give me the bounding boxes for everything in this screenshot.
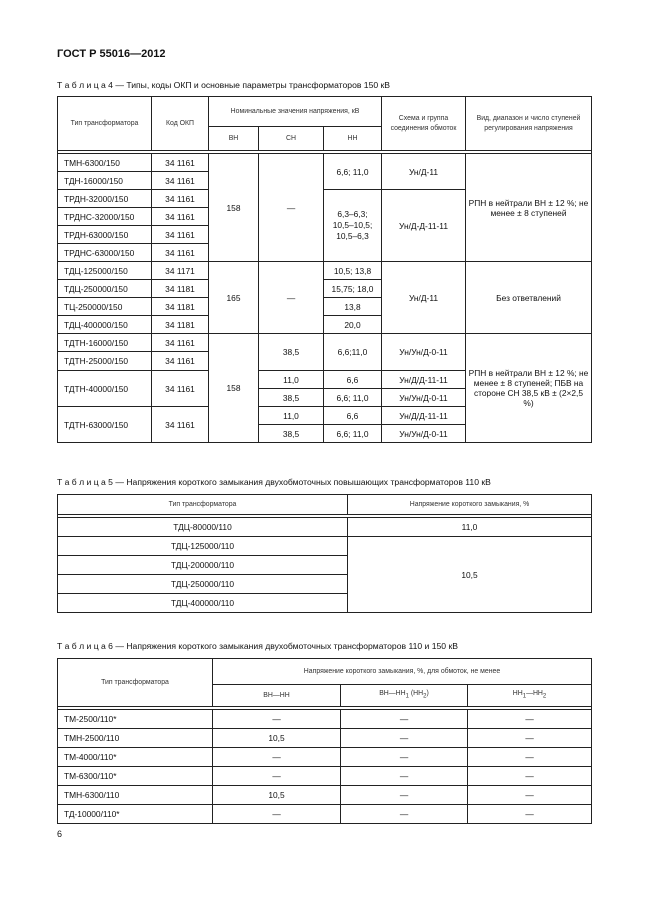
col-header-vn: ВН [209,127,259,151]
table-row [58,729,592,748]
table-row-type: ТДЦ-400000/150 [58,316,152,334]
col-header-sn: СН [259,127,324,151]
cell-sn: — [259,154,324,262]
cell-value: — [341,729,468,748]
cell-nn: 15,75; 18,0 [324,280,382,298]
table-row-type: ТДЦ-400000/110 [58,594,348,613]
col-header-type: Тип трансформатора [58,97,152,151]
cell-value: — [468,748,592,767]
cell-scheme: Ун/Д-11 [382,262,466,334]
table-row-type: ТДЦ-250000/150 [58,280,152,298]
cell-scheme: Ун/Ун/Д-0-11 [382,425,466,443]
table-4 [57,96,592,443]
table-row-type: ТДТН-40000/150 [58,371,152,407]
cell-scheme: Ун/Ун/Д-0-11 [382,389,466,407]
table-row-code: 34 1161 [152,208,209,226]
table-row-type: ТЦ-250000/150 [58,298,152,316]
table-row-type: ТДТН-63000/150 [58,407,152,443]
table-row-type: ТДЦ-125000/110 [58,537,348,556]
col-header-voltage: Номинальные значения напряжения, кВ [209,97,382,127]
cell-value: — [341,767,468,786]
table-row-code: 34 1161 [152,371,209,407]
cell-regulation: РПН в нейтрали ВН ± 12 %; не менее ± 8 ступеней [466,154,592,262]
cell-type: ТМ-2500/110* [58,710,213,729]
cell-value: — [468,729,592,748]
table-5 [57,494,592,613]
table-row-code: 34 1171 [152,262,209,280]
table-6-caption: Т а б л и ц а 6 — Напряжения короткого замыкания двухобмоточных трансформаторов 110 и 150 кВ [57,641,458,651]
cell-nn: 13,8 [324,298,382,316]
cell-type: ТМ-4000/110* [58,748,213,767]
table-row-code: 34 1161 [152,352,209,371]
table-row-type: ТДЦ-250000/110 [58,575,348,594]
document-header: ГОСТ Р 55016—2012 [57,48,166,60]
cell-regulation: РПН в нейтрали ВН ± 12 %; не менее ± 8 ступеней; ПБВ на стороне СН 38,5 кВ ± (2×2,5 %) [466,334,592,443]
cell-nn: 6,6; 11,0 [324,389,382,407]
col-header-regulation: Вид, диапазон и число ступеней регулирования напряжения [466,97,592,151]
cell-nn: 6,3–6,3; 10,5–10,5; 10,5–6,3 [324,190,382,262]
table-row-code: 34 1161 [152,334,209,352]
cell-vn: 158 [209,334,259,443]
table-row [58,805,592,824]
cell-sn: 11,0 [259,371,324,389]
cell-value: — [213,710,341,729]
col-header-nn: НН [324,127,382,151]
cell-value: 10,5 [213,729,341,748]
cell-value: — [341,748,468,767]
table-row-code: 34 1161 [152,226,209,244]
table-row-type: ТДЦ-200000/110 [58,556,348,575]
cell-nn: 20,0 [324,316,382,334]
cell-value: — [213,767,341,786]
cell-value: — [468,786,592,805]
cell-value: — [468,767,592,786]
table-row-type: ТРДН-63000/150 [58,226,152,244]
col-header-voltage: Напряжение короткого замыкания, % [348,495,592,515]
cell-nn: 6,6 [324,371,382,389]
col-header-vn-nn: ВН—НН [213,685,341,707]
table-row-type: ТРДН-32000/150 [58,190,152,208]
cell-scheme: Ун/Д/Д-11-11 [382,407,466,425]
cell-vn: 158 [209,154,259,262]
cell-type: ТМ-6300/110* [58,767,213,786]
table-row-type: ТДН-16000/150 [58,172,152,190]
cell-nn: 6,6; 11,0 [324,154,382,190]
cell-nn: 6,6 [324,407,382,425]
cell-scheme: Ун/Д-Д-11-11 [382,190,466,262]
table-row-code: 34 1181 [152,316,209,334]
table-row [58,748,592,767]
table-row-code: 34 1161 [152,172,209,190]
cell-scheme: Ун/Д/Д-11-11 [382,371,466,389]
cell-regulation: Без ответвлений [466,262,592,334]
table-row [58,767,592,786]
cell-scheme: Ун/Д-11 [382,154,466,190]
table-row-type: ТДТН-16000/150 [58,334,152,352]
col-header-scheme: Схема и группа соединения обмоток [382,97,466,151]
table-row-type: ТРДНС-32000/150 [58,208,152,226]
cell-voltage: 10,5 [348,537,592,613]
cell-value: — [341,786,468,805]
table-row [58,710,592,729]
cell-value: — [468,805,592,824]
table-row-code: 34 1161 [152,154,209,172]
cell-voltage: 11,0 [348,518,592,537]
table-row-type: ТДЦ-125000/150 [58,262,152,280]
cell-value: — [213,805,341,824]
col-header-vn-nn1: $ВН—НН_1$ $(НН_2)$ [341,685,468,707]
cell-scheme: Ун/Ун/Д-0-11 [382,334,466,371]
table-row-type: ТДТН-25000/150 [58,352,152,371]
cell-type: ТМН-6300/110 [58,786,213,805]
cell-type: ТМН-2500/110 [58,729,213,748]
col-header-nn1-nn2: $НН_1—НН_2$ [468,685,592,707]
cell-value: 10,5 [213,786,341,805]
table-row-code: 34 1161 [152,407,209,443]
cell-type: ТД-10000/110* [58,805,213,824]
col-header-code: Код ОКП [152,97,209,151]
cell-value: — [213,748,341,767]
col-header-type: Тип трансформатора [58,495,348,515]
col-header-type: Тип трансформатора [58,659,213,707]
cell-nn: 6,6; 11,0 [324,425,382,443]
table-row-code: 34 1161 [152,190,209,208]
cell-nn: 6,6;11,0 [324,334,382,371]
cell-value: — [341,710,468,729]
cell-sn: 38,5 [259,334,324,371]
cell-vn: 165 [209,262,259,334]
col-header-voltage: Напряжение короткого замыкания, %, для обмоток, не менее [213,659,592,685]
table-5-caption: Т а б л и ц а 5 — Напряжения короткого замыкания двухобмоточных повышающих трансформаторов 110 кВ [57,477,491,487]
cell-sn: 38,5 [259,389,324,407]
table-row-type: ТРДНС-63000/150 [58,244,152,262]
cell-sn: 38,5 [259,425,324,443]
cell-value: — [341,805,468,824]
cell-sn: — [259,262,324,334]
cell-value: — [468,710,592,729]
table-4-caption: Т а б л и ц а 4 — Типы, коды ОКП и основные параметры трансформаторов 150 кВ [57,80,391,90]
table-row-code: 34 1161 [152,244,209,262]
table-row-code: 34 1181 [152,298,209,316]
table-6 [57,658,592,824]
table-row-code: 34 1181 [152,280,209,298]
cell-nn: 10,5; 13,8 [324,262,382,280]
cell-sn: 11,0 [259,407,324,425]
page-number: 6 [57,829,63,839]
table-row-type: ТМН-6300/150 [58,154,152,172]
table-row-type: ТДЦ-80000/110 [58,518,348,537]
table-row [58,786,592,805]
